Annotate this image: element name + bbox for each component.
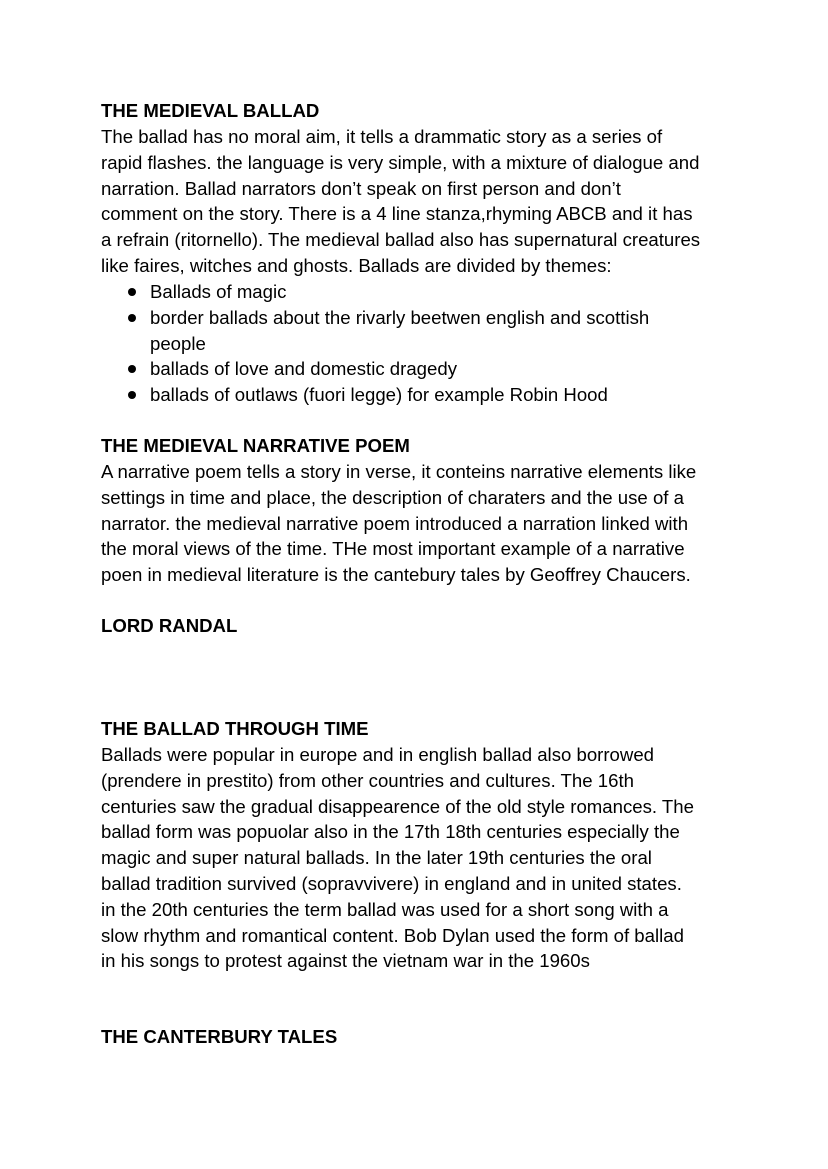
paragraph-line: a refrain (ritornello). The medieval ballad also has supernatural creatures — [101, 229, 701, 251]
list-item-text: people — [150, 332, 206, 354]
paragraph-line: narration. Ballad narrators don’t speak on first person and don’t — [101, 177, 621, 199]
bullet-icon — [128, 288, 136, 296]
paragraph-line: rapid flashes. the language is very simple, with a mixture of dialogue and — [101, 151, 700, 173]
bullet-icon — [128, 314, 136, 322]
paragraph-line: (prendere in prestito) from other countries and cultures. The 16th — [101, 769, 634, 791]
paragraph-line: narrator. the medieval narrative poem introduced a narration linked with — [101, 512, 689, 534]
list-item — [101, 356, 649, 382]
paragraph-line: in his songs to protest against the vietnam war in the 1960s — [101, 950, 590, 972]
paragraph-ballad-through-time — [101, 742, 694, 974]
list-item-text: Ballads of magic — [150, 281, 287, 302]
list-item — [101, 382, 649, 408]
list-item — [101, 279, 649, 305]
list-item — [101, 305, 649, 357]
list-item-text: ballads of outlaws (fuori legge) for example Robin Hood — [150, 384, 608, 406]
paragraph-line: in the 20th centuries the term ballad was used for a short song with a — [101, 898, 669, 920]
bullet-icon — [128, 391, 136, 399]
paragraph-line: poen in medieval literature is the cantebury tales by Geoffrey Chaucers. — [101, 564, 691, 586]
list-item-text: border ballads about the rivarly beetwen english and scottish — [150, 306, 650, 328]
paragraph-line: like faires, witches and ghosts. Ballads are divided by themes: — [101, 254, 612, 276]
paragraph-line: comment on the story. There is a 4 line stanza,rhyming ABCB and it has — [101, 203, 693, 225]
heading-lord-randal: LORD RANDAL — [101, 615, 238, 636]
bullet-icon — [128, 365, 136, 373]
ballad-themes-list — [101, 279, 649, 408]
heading-ballad-through-time: THE BALLAD THROUGH TIME — [101, 718, 369, 739]
paragraph-line: ballad tradition survived (sopravvivere) in england and in united states. — [101, 872, 682, 894]
paragraph-line: centuries saw the gradual disappearence of the old style romances. The — [101, 795, 694, 817]
paragraph-line: The ballad has no moral aim, it tells a drammatic story as a series of — [101, 126, 663, 147]
heading-medieval-ballad: THE MEDIEVAL BALLAD — [101, 100, 320, 121]
paragraph-line: magic and super natural ballads. In the later 19th centuries the oral — [101, 847, 652, 869]
paragraph-line: A narrative poem tells a story in verse, it conteins narrative elements like — [101, 461, 697, 482]
paragraph-narrative-poem — [101, 459, 696, 588]
paragraph-line: slow rhythm and romantical content. Bob Dylan used the form of ballad — [101, 924, 684, 946]
heading-canterbury-tales: THE CANTERBURY TALES — [101, 1026, 338, 1047]
list-item-text: ballads of love and domestic dragedy — [150, 358, 457, 380]
paragraph-line: the moral views of the time. THe most important example of a narrative — [101, 538, 685, 560]
paragraph-line: settings in time and place, the description of charaters and the use of a — [101, 486, 684, 508]
paragraph-medieval-ballad — [101, 124, 700, 279]
paragraph-line: Ballads were popular in europe and in english ballad also borrowed — [101, 744, 655, 765]
paragraph-line: ballad form was popuolar also in the 17th 18th centuries especially the — [101, 821, 680, 843]
heading-narrative-poem: THE MEDIEVAL NARRATIVE POEM — [101, 435, 410, 456]
